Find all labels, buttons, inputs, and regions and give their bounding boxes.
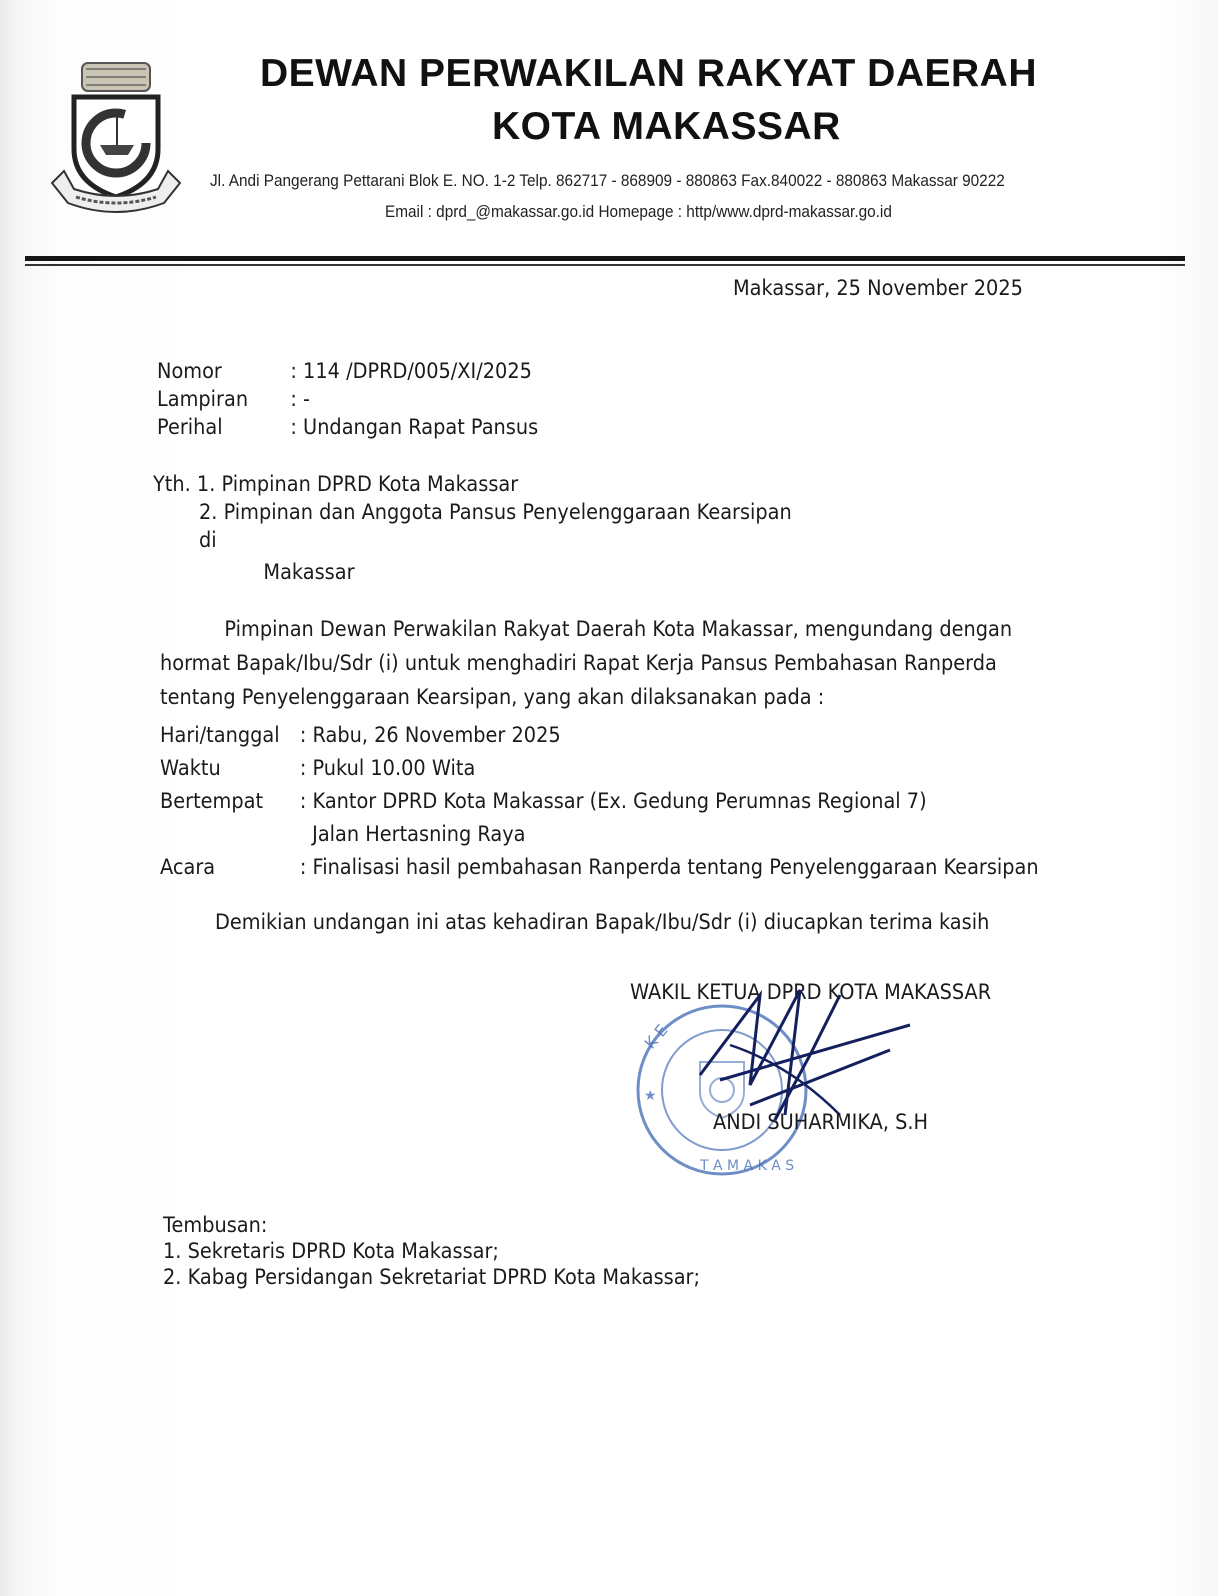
detail-row-agenda [160,850,1039,883]
letterhead-divider-thick [25,256,1185,261]
cc-item: 2. Kabag Persidangan Sekretariat DPRD Kota Makassar; [163,1265,701,1289]
body-line: Pimpinan Dewan Perwakilan Rakyat Daerah Kota Makassar, mengundang dengan [224,617,1013,641]
detail-row-place-cont [160,817,1039,850]
meta-row-nomor [157,357,538,385]
meeting-details [160,718,1039,883]
body-paragraph [160,612,1012,714]
letter-meta [157,357,538,441]
detail-value: : Finalisasi hasil pembahasan Ranperda tentang Penyelenggaraan Kearsipan [299,854,1039,879]
closing-sentence: Demikian undangan ini atas kehadiran Bapak/Ibu/Sdr (i) diucapkan terima kasih [215,910,990,934]
city-name: KOTA MAKASSAR [492,105,841,148]
svg-text:T A M A K A S: T A M A K A S [700,1158,795,1174]
recipient-place: Makassar [263,560,355,584]
recipient-item: 1. Pimpinan DPRD Kota Makassar [196,472,519,496]
carbon-copy-list [163,1212,700,1290]
svg-text:K E: K E [640,1020,672,1053]
meta-row-lampiran [157,385,538,413]
detail-value: Jalan Hertasning Raya [299,821,526,846]
recipient-di: di [199,528,217,552]
signatory-name: ANDI SUHARMIKA, S.H [713,1110,929,1134]
handwritten-signature [690,985,930,1125]
recipient-line-2 [153,498,792,526]
detail-label: Waktu [160,755,221,780]
institution-name: DEWAN PERWAKILAN RAKYAT DAERAH [260,52,1037,95]
office-address: Jl. Andi Pangerang Pettarani Blok E. NO. 1-2 Telp. 862717 - 868909 - 880863 Fax.840022 - 880863 Makassar 90222 [210,172,1005,190]
meta-row-perihal [157,413,538,441]
meta-label: Perihal [157,415,223,439]
recipient-item: 2. Pimpinan dan Anggota Pansus Penyelenggaraan Kearsipan [199,500,792,524]
letterhead-divider-thin [25,264,1185,266]
detail-row-date [160,718,1039,751]
body-line: hormat Bapak/Ibu/Sdr (i) untuk menghadiri Rapat Kerja Pansus Pembahasan Ranperda [160,651,997,675]
detail-value: : Pukul 10.00 Wita [299,755,476,780]
detail-row-time [160,751,1039,784]
detail-label: Hari/tanggal [160,722,280,747]
recipient-prefix: Yth. [153,472,191,496]
detail-value: : Kantor DPRD Kota Makassar (Ex. Gedung Perumnas Regional 7) [299,788,927,813]
cc-heading: Tembusan: [163,1213,268,1237]
detail-label: Bertempat [160,788,264,813]
recipients [153,470,792,586]
signatory-title: WAKIL KETUA DPRD KOTA MAKASSAR [630,980,992,1004]
meta-value: : 114 /DPRD/005/XI/2025 [290,359,532,383]
office-contact: Email : dprd_@makassar.go.id Homepage : http/www.dprd-makassar.go.id [385,203,892,221]
recipient-line-1 [153,470,792,498]
detail-row-place [160,784,1039,817]
letter-date: Makassar, 25 November 2025 [733,276,1023,300]
meta-value: : Undangan Rapat Pansus [290,415,539,439]
detail-label: Acara [160,854,216,879]
meta-label: Nomor [157,359,222,383]
body-line: tentang Penyelenggaraan Kearsipan, yang akan dilaksanakan pada : [160,685,825,709]
detail-value: : Rabu, 26 November 2025 [299,722,561,747]
meta-label: Lampiran [157,387,249,411]
coat-of-arms-logo [42,55,190,220]
cc-item: 1. Sekretaris DPRD Kota Makassar; [163,1239,499,1263]
meta-value: : - [290,387,311,411]
svg-text:★: ★ [644,1088,657,1104]
